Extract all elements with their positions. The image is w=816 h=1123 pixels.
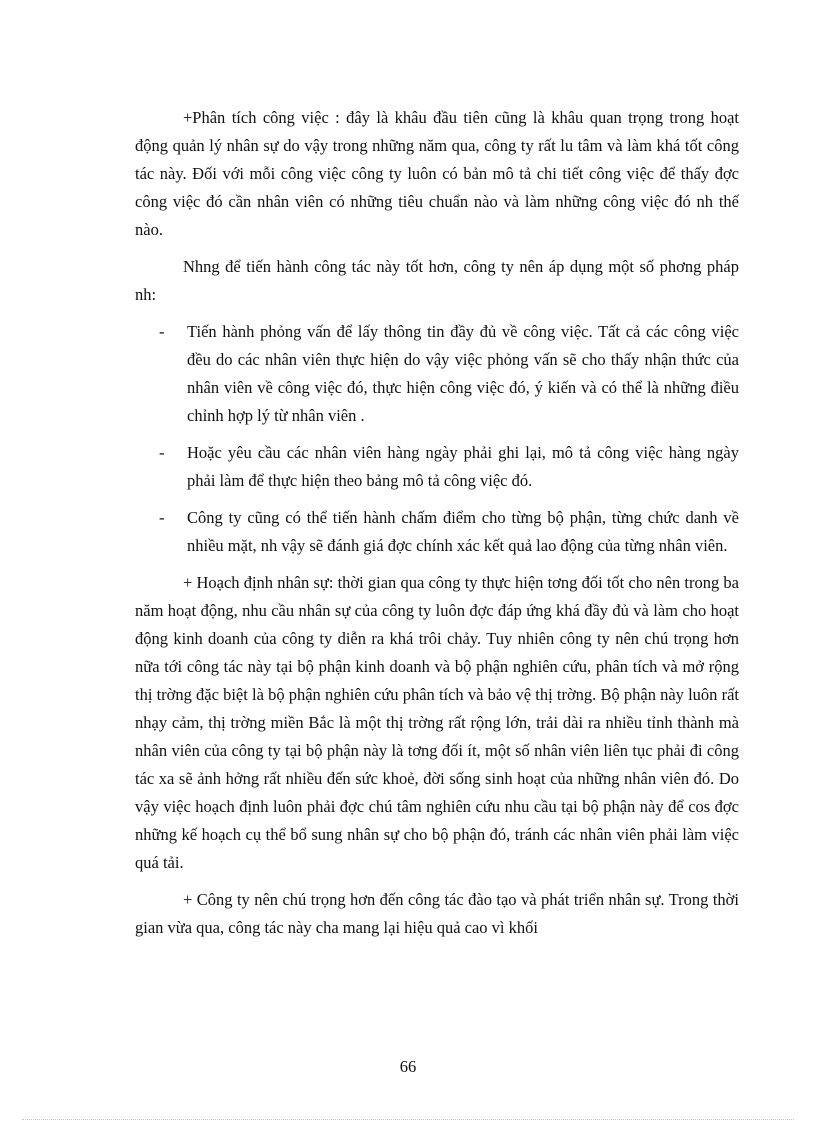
page-number: 66 [399,1057,417,1076]
method-list [135,318,739,560]
list-item [135,504,739,560]
list-item [135,318,739,430]
list-item [135,439,739,495]
list-item-text: Hoặc yêu cầu các nhân viên hàng ngày phải ghi lại, mô tả công việc hàng ngày phải làm để thực hiện theo bảng mô tả công việc đó. [187,443,739,490]
paragraph-training: + Công ty nên chú trọng hơn đến công tác đào tạo và phát triển nhân sự. Trong thời gian vừa qua, công tác này cha mang lại hiệu quả cao vì khối [135,890,739,937]
paragraph-methods-intro: Nhng để tiến hành công tác này tốt hơn, công ty nên áp dụng một số phơng pháp nh: [135,257,739,304]
dash-bullet: - [159,443,165,462]
page-bottom-divider [22,1119,794,1120]
dash-bullet: - [159,322,165,341]
page-body [135,104,739,951]
list-item-text: Tiến hành phỏng vấn để lấy thông tin đầy đủ về công việc. Tất cả các công việc đều do các nhân viên thực hiện do vậy việc phỏng vấn sẽ cho thấy nhận thức của nhân viên về công việc đó, thực hiện công việc đó, ý kiến và có thể là những điều chỉnh hợp lý từ nhân viên . [187,322,739,425]
list-item-text: Công ty cũng có thể tiến hành chấm điểm cho từng bộ phận, từng chức danh về nhiều mặt, nh vậy sẽ đánh giá đợc chính xác kết quả lao động của từng nhân viên. [187,508,739,555]
paragraph-job-analysis: +Phân tích công việc : đây là khâu đầu tiên cũng là khâu quan trọng trong hoạt động quản lý nhân sự do vậy trong những năm qua, công ty rất lu tâm và làm khá tốt công tác này. Đối với mỗi công việc công ty luôn có bản mô tả chi tiết công việc để thấy đợc công việc đó cần nhân viên có những tiêu chuẩn nào và làm những công việc đó nh thế nào. [135,108,739,239]
paragraph-hr-planning: + Hoạch định nhân sự: thời gian qua công ty thực hiện tơng đối tốt cho nên trong ba năm hoạt động, nhu cầu nhân sự của công ty luôn đợc đáp ứng khá đầy đủ và làm cho hoạt động kinh doanh của công ty diễn ra khá trôi chảy. Tuy nhiên công ty nên chú trọng hơn nữa tới công tác này tại bộ phận kinh doanh và bộ phận nghiên cứu, phân tích và mở rộng thị trờng đặc biệt là bộ phận nghiên cứu phân tích và bảo vệ thị trờng. Bộ phận này luôn rất nhạy cảm, thị trờng miền Bắc là một thị trờng rất rộng lớn, trải dài ra nhiều tỉnh thành mà nhân viên của công ty tại bộ phận này là tơng đối ít, một số nhân viên liên tục phải đi công tác xa sẽ ảnh hởng rất nhiều đến sức khoẻ, đời sống sinh hoạt của những nhân viên đó. Do vậy việc hoạch định luôn phải đợc chú tâm nghiên cứu nhu cầu tại bộ phận này để cos đợc những kế hoạch cụ thể bổ sung nhân sự cho bộ phận đó, tránh các nhân viên phải làm việc quá tải. [135,573,739,872]
dash-bullet: - [159,508,165,527]
